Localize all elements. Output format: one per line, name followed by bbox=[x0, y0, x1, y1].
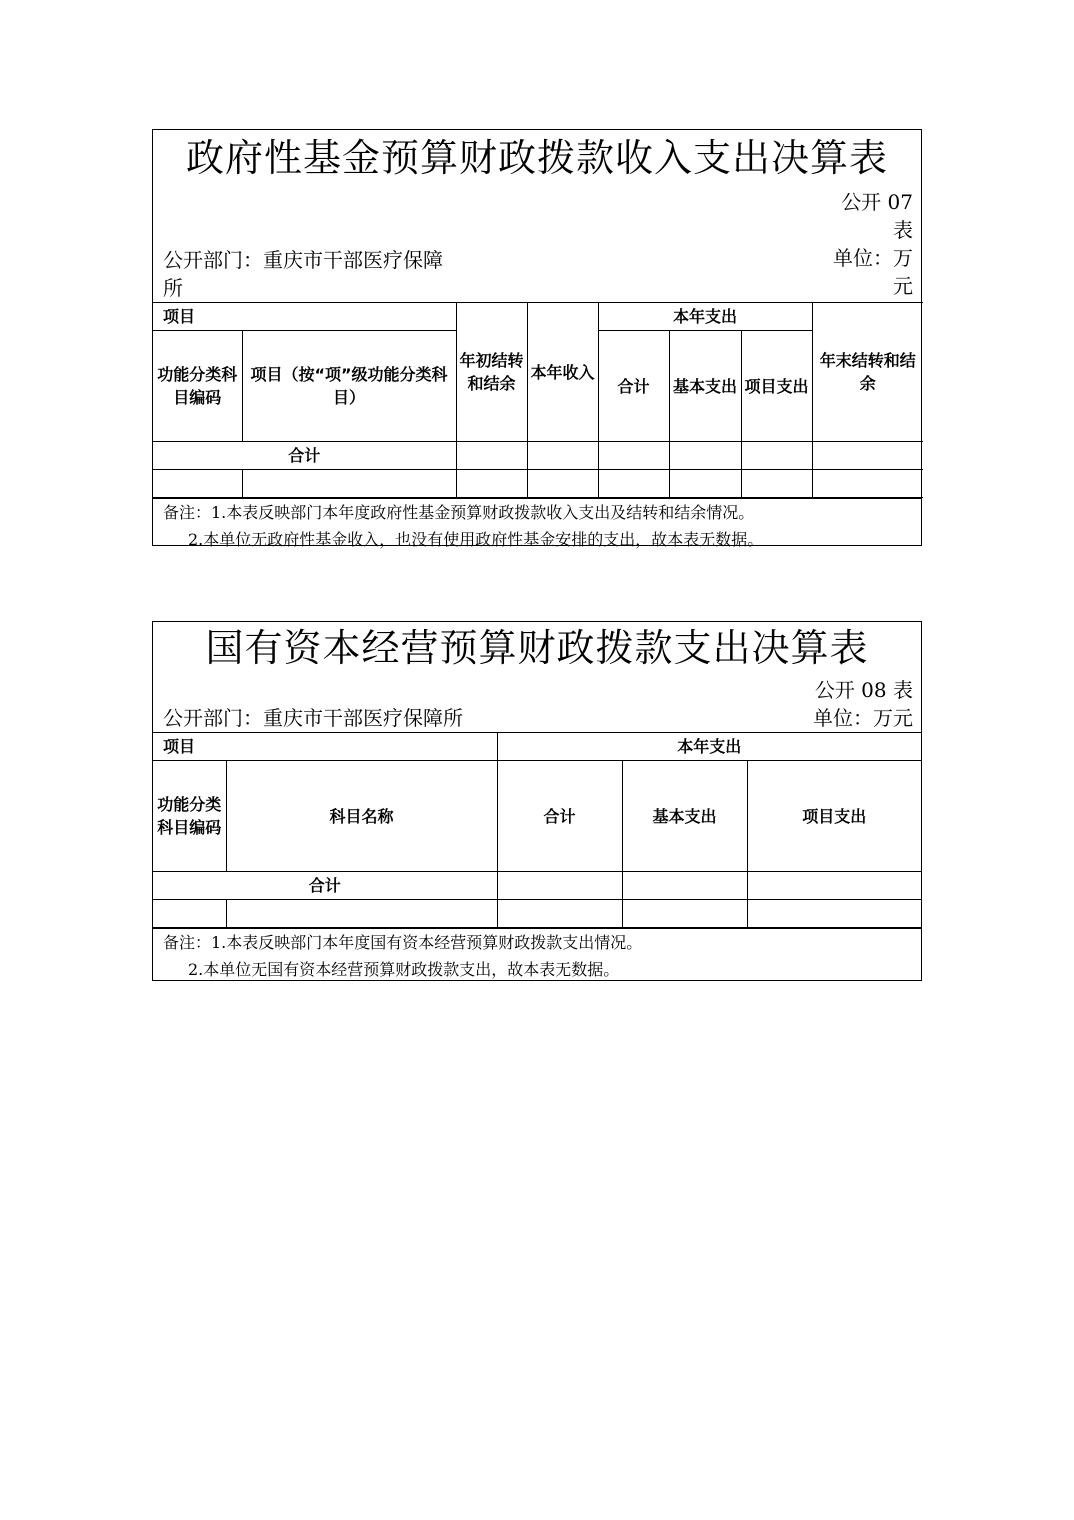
table-cell bbox=[153, 470, 242, 498]
note-1: 备注：1.本表反映部门本年度政府性基金预算财政拨款收入支出及结转和结余情况。 bbox=[163, 503, 755, 522]
notes bbox=[153, 928, 921, 983]
header-func-code: 功能分类科目编码 bbox=[153, 331, 242, 442]
header-item: 项目 bbox=[153, 733, 497, 761]
header-expense: 本年支出 bbox=[598, 303, 812, 331]
table-cell bbox=[669, 442, 741, 470]
table-cell bbox=[741, 470, 812, 498]
table-cell bbox=[527, 470, 598, 498]
table-cell bbox=[497, 900, 622, 928]
table-cell bbox=[242, 470, 456, 498]
table-cell bbox=[153, 900, 226, 928]
total-row-label: 合计 bbox=[153, 872, 497, 900]
table-title: 国有资本经营预算财政拨款支出决算表 bbox=[205, 626, 869, 670]
table-cell bbox=[747, 900, 921, 928]
table-cell bbox=[497, 872, 622, 900]
table-title: 政府性基金预算财政拨款收入支出决算表 bbox=[185, 136, 888, 180]
header-basic: 基本支出 bbox=[669, 331, 741, 442]
table-meta bbox=[153, 676, 921, 732]
table-cell bbox=[622, 872, 747, 900]
table-code: 公开 07 表 bbox=[841, 190, 913, 242]
header-total: 合计 bbox=[598, 331, 669, 442]
table-cell bbox=[747, 872, 921, 900]
note-2: 2.本单位无国有资本经营预算财政拨款支出，故本表无数据。 bbox=[188, 960, 620, 979]
table-cell bbox=[456, 470, 527, 498]
note-1: 备注：1.本表反映部门本年度国有资本经营预算财政拨款支出情况。 bbox=[163, 933, 643, 952]
table-cell bbox=[598, 470, 669, 498]
table-cell bbox=[812, 442, 923, 470]
table-cell bbox=[622, 900, 747, 928]
header-project: 项目支出 bbox=[741, 331, 812, 442]
table-code: 公开 08 表 bbox=[814, 678, 913, 702]
table-cell bbox=[812, 470, 923, 498]
header-item-name: 项目（按“项”级功能分类科目） bbox=[242, 331, 456, 442]
table-cell bbox=[598, 442, 669, 470]
table-meta bbox=[153, 186, 921, 302]
department-label: 公开部门：重庆市干部医疗保障所 bbox=[163, 706, 463, 730]
budget-table-08 bbox=[152, 621, 922, 981]
table-cell bbox=[226, 900, 497, 928]
header-end-balance: 年末结转和结余 bbox=[812, 303, 923, 442]
header-income: 本年收入 bbox=[527, 303, 598, 442]
table-cell bbox=[456, 442, 527, 470]
unit-label: 单位：万元 bbox=[833, 246, 913, 298]
header-basic: 基本支出 bbox=[622, 761, 747, 872]
header-project: 项目支出 bbox=[747, 761, 921, 872]
note-2: 2.本单位无政府性基金收入，也没有使用政府性基金安排的支出，故本表无数据。 bbox=[188, 530, 764, 549]
header-func-code: 功能分类科目编码 bbox=[153, 761, 226, 872]
data-table bbox=[153, 302, 923, 498]
header-expense: 本年支出 bbox=[497, 733, 921, 761]
header-begin-balance: 年初结转和结余 bbox=[456, 303, 527, 442]
total-row-label: 合计 bbox=[153, 442, 456, 470]
budget-table-07 bbox=[152, 129, 922, 549]
data-table bbox=[153, 732, 921, 928]
header-subject-name: 科目名称 bbox=[226, 761, 497, 872]
header-item: 项目 bbox=[153, 303, 456, 331]
header-total: 合计 bbox=[497, 761, 622, 872]
table-cell bbox=[741, 442, 812, 470]
unit-label: 单位：万元 bbox=[813, 706, 913, 730]
notes bbox=[153, 498, 921, 553]
department-label: 公开部门：重庆市干部医疗保障所 bbox=[163, 248, 443, 300]
table-cell bbox=[527, 442, 598, 470]
table-cell bbox=[669, 470, 741, 498]
